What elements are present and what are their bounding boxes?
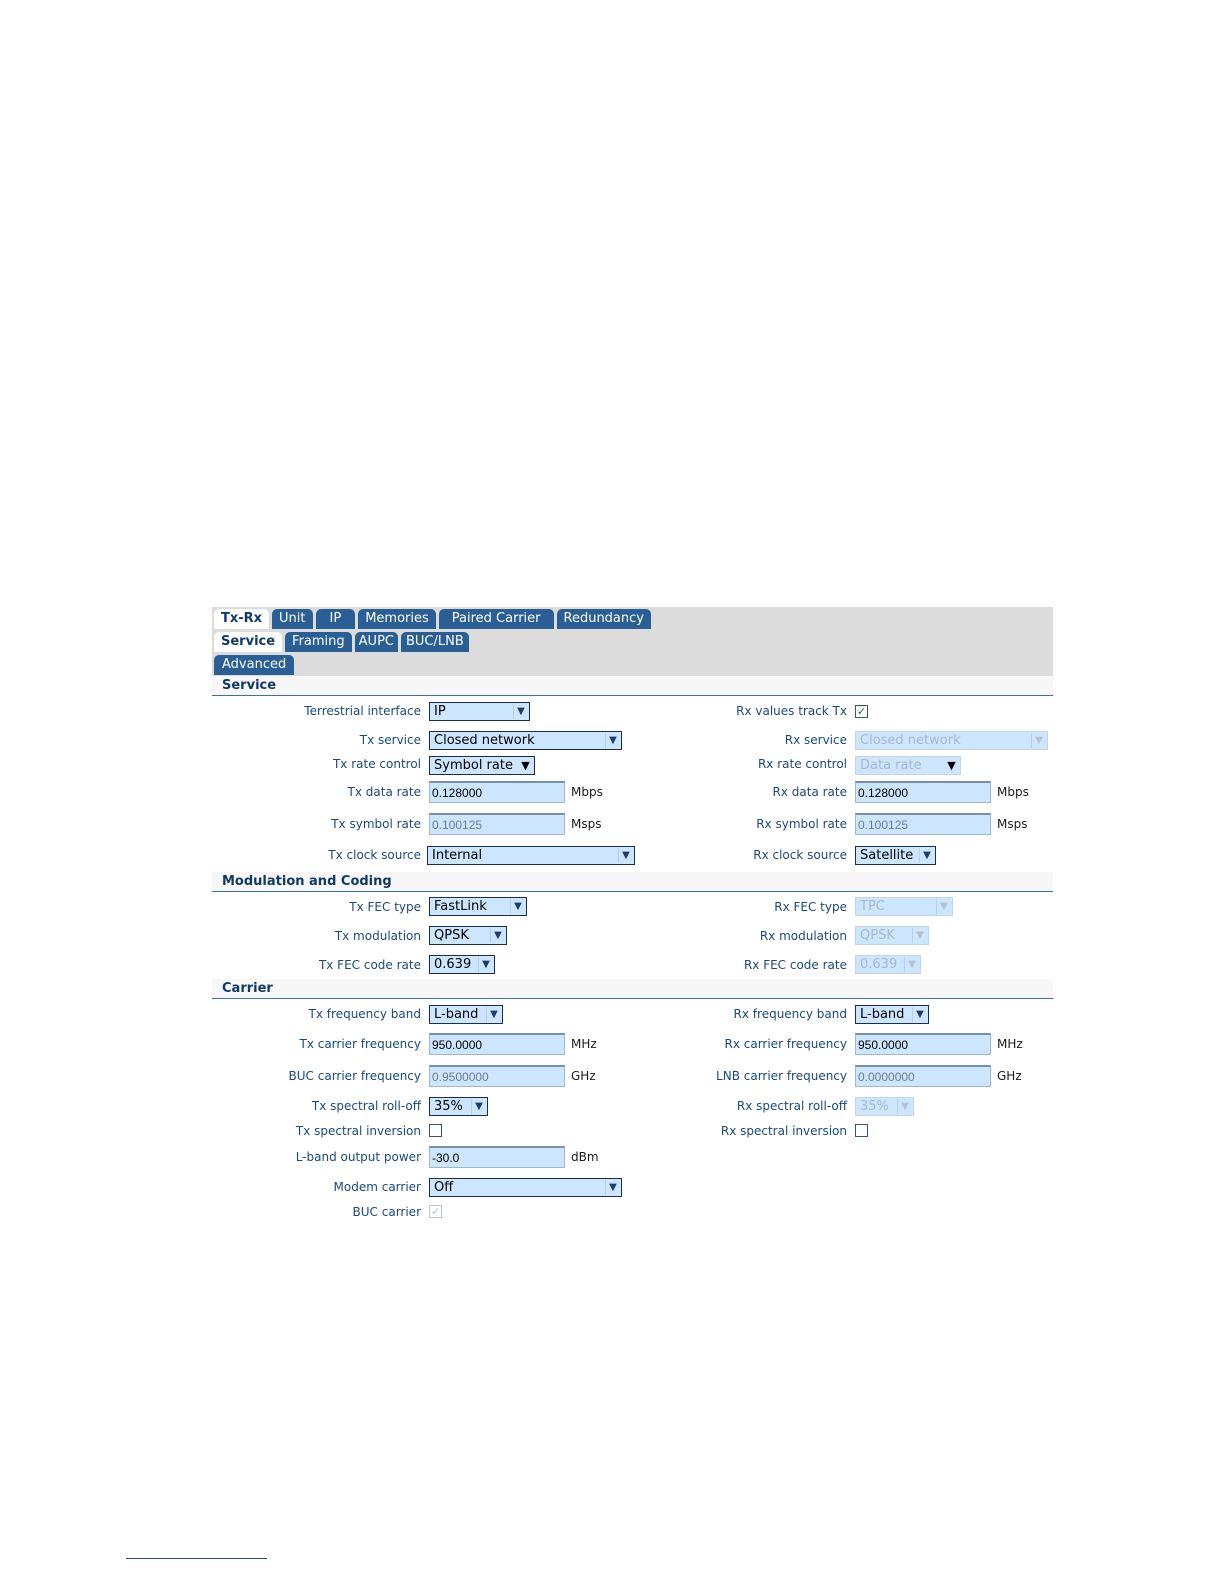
tab-bar <box>212 607 1053 676</box>
check-icon: ✓ <box>430 1205 441 1218</box>
select-value: IP <box>434 704 446 719</box>
row-carrier-frequency <box>212 1028 1053 1061</box>
tx-fec-type-label: Tx FEC type <box>349 900 421 914</box>
select-value: 0.639 <box>434 957 472 972</box>
tx-clock-source-label: Tx clock source <box>328 848 421 862</box>
rx-track-checkbox[interactable] <box>855 705 868 718</box>
check-icon: ✓ <box>856 705 867 718</box>
select-value: L-band <box>434 1007 479 1022</box>
rx-fec-code-rate-select <box>855 955 921 974</box>
chevron-down-icon: ▼ <box>897 1099 912 1114</box>
tx-carrier-frequency-input[interactable] <box>429 1033 565 1055</box>
tx-fec-code-rate-select[interactable] <box>429 955 495 974</box>
tx-frequency-band-label: Tx frequency band <box>308 1007 421 1021</box>
select-value: 35% <box>434 1099 463 1114</box>
row-spectral-inversion <box>212 1118 1053 1143</box>
chevron-down-icon: ▼ <box>904 957 919 972</box>
tx-modulation-select[interactable] <box>429 926 507 945</box>
lband-output-power-label: L-band output power <box>295 1150 421 1164</box>
rx-spectral-inversion-label: Rx spectral inversion <box>720 1124 847 1138</box>
tx-carrier-frequency-label: Tx carrier frequency <box>299 1037 421 1051</box>
tx-service-label: Tx service <box>359 733 421 747</box>
rx-track-label: Rx values track Tx <box>736 704 847 718</box>
buc-carrier-frequency-label: BUC carrier frequency <box>288 1069 421 1083</box>
tab-framing[interactable]: Framing <box>285 632 352 652</box>
tx-symbol-rate-input <box>429 813 565 835</box>
tx-spectral-inversion-checkbox[interactable] <box>429 1124 442 1137</box>
tx-data-rate-input[interactable] <box>429 781 565 803</box>
rx-data-rate-label: Rx data rate <box>772 785 847 799</box>
tab-paired-carrier[interactable]: Paired Carrier <box>439 609 554 629</box>
tx-symbol-rate-label: Tx symbol rate <box>331 817 421 831</box>
row-data-rate <box>212 779 1053 811</box>
select-value: L-band <box>860 1007 905 1022</box>
chevron-down-icon: ▼ <box>486 1007 501 1022</box>
lband-output-power-input[interactable] <box>429 1146 565 1168</box>
rx-data-rate-input[interactable] <box>855 781 991 803</box>
tx-rate-control-select[interactable] <box>429 756 535 775</box>
tx-data-rate-label: Tx data rate <box>347 785 421 799</box>
terrestrial-interface-label: Terrestrial interface <box>304 704 421 718</box>
section-title: Service <box>222 678 277 693</box>
rx-fec-type-label: Rx FEC type <box>774 900 847 914</box>
tab-ip[interactable]: IP <box>316 609 356 629</box>
rx-service-label: Rx service <box>784 733 847 747</box>
select-value: TPC <box>860 899 885 914</box>
tx-fec-type-select[interactable] <box>429 897 527 916</box>
select-value: Satellite <box>860 848 914 863</box>
select-value: FastLink <box>434 899 487 914</box>
select-value: QPSK <box>434 928 469 943</box>
select-value: Data rate <box>860 758 922 773</box>
row-modulation <box>212 921 1053 950</box>
row-spectral-rolloff <box>212 1092 1053 1118</box>
tab-service[interactable]: Service <box>214 632 282 652</box>
tab-advanced[interactable]: Advanced <box>214 655 294 675</box>
modem-carrier-label: Modem carrier <box>333 1180 421 1194</box>
lnb-carrier-frequency-unit: GHz <box>997 1069 1022 1083</box>
rx-fec-type-select <box>855 897 953 916</box>
terrestrial-interface-select[interactable] <box>429 702 530 721</box>
modem-carrier-select[interactable] <box>429 1178 622 1197</box>
tx-data-rate-unit: Mbps <box>571 785 603 799</box>
chevron-down-icon: ▼ <box>605 1180 620 1195</box>
tx-spectral-rolloff-label: Tx spectral roll-off <box>311 1099 421 1113</box>
tab-tx-rx[interactable]: Tx-Rx <box>214 609 269 629</box>
row-modem-carrier <box>212 1175 1053 1200</box>
tx-service-select[interactable] <box>429 731 622 750</box>
chevron-down-icon: ▼ <box>618 848 633 863</box>
rx-service-select <box>855 731 1048 750</box>
tx-frequency-band-select[interactable] <box>429 1005 503 1024</box>
chevron-down-icon: ▼ <box>471 1099 486 1114</box>
buc-carrier-checkbox <box>429 1205 442 1218</box>
select-value: 35% <box>860 1099 889 1114</box>
lnb-carrier-frequency-label: LNB carrier frequency <box>716 1069 847 1083</box>
rx-fec-code-rate-label: Rx FEC code rate <box>743 958 847 972</box>
row-clock-source <box>212 843 1053 872</box>
rx-rate-control-label: Rx rate control <box>757 757 847 771</box>
tab-buc-lnb[interactable]: BUC/LNB <box>401 632 469 652</box>
tab-memories[interactable]: Memories <box>358 609 436 629</box>
select-value: Internal <box>432 848 483 863</box>
rx-symbol-rate-input <box>855 813 991 835</box>
rx-rate-control-select <box>855 756 961 775</box>
row-service <box>212 725 1053 752</box>
footnote-separator <box>126 1558 267 1559</box>
chevron-down-icon: ▼ <box>513 704 528 719</box>
rx-carrier-frequency-label: Rx carrier frequency <box>724 1037 847 1051</box>
select-value: 0.639 <box>860 957 898 972</box>
buc-carrier-frequency-unit: GHz <box>571 1069 596 1083</box>
tx-clock-source-select[interactable] <box>427 846 635 865</box>
buc-carrier-label: BUC carrier <box>352 1205 421 1219</box>
rx-spectral-inversion-checkbox[interactable] <box>855 1124 868 1137</box>
rx-spectral-rolloff-select <box>855 1097 914 1116</box>
tx-carrier-frequency-unit: MHz <box>571 1037 597 1051</box>
row-symbol-rate <box>212 811 1053 843</box>
rx-carrier-frequency-unit: MHz <box>997 1037 1023 1051</box>
chevron-down-icon: ▼ <box>510 899 525 914</box>
row-fec-type <box>212 892 1053 921</box>
chevron-down-icon: ▼ <box>912 928 927 943</box>
section-service-header <box>212 676 1053 696</box>
chevron-down-icon: ▼ <box>1031 733 1046 748</box>
row-lband-output-power <box>212 1143 1053 1175</box>
select-value: Closed network <box>434 733 535 748</box>
rx-frequency-band-label: Rx frequency band <box>733 1007 847 1021</box>
row-rate-control <box>212 752 1053 779</box>
row-buc-carrier <box>212 1200 1053 1225</box>
row-terrestrial-interface <box>212 696 1053 725</box>
select-value: Off <box>434 1180 454 1195</box>
rx-modulation-select <box>855 926 929 945</box>
chevron-down-icon: ▼ <box>936 899 951 914</box>
rx-clock-source-select[interactable] <box>855 846 936 865</box>
chevron-down-icon: ▼ <box>490 928 505 943</box>
lband-output-power-unit: dBm <box>571 1150 599 1164</box>
caret-down-icon: ▼ <box>944 758 959 773</box>
rx-frequency-band-select[interactable] <box>855 1005 929 1024</box>
tx-modulation-label: Tx modulation <box>334 929 421 943</box>
tab-row-main <box>214 609 651 629</box>
row-buc-lnb-frequency <box>212 1061 1053 1092</box>
settings-panel <box>212 607 1053 1227</box>
row-frequency-band <box>212 999 1053 1028</box>
section-title: Carrier <box>222 981 273 996</box>
chevron-down-icon: ▼ <box>478 957 493 972</box>
rx-data-rate-unit: Mbps <box>997 785 1029 799</box>
row-fec-code-rate <box>212 950 1053 979</box>
rx-carrier-frequency-input[interactable] <box>855 1033 991 1055</box>
select-value: Closed network <box>860 733 961 748</box>
tab-aupc[interactable]: AUPC <box>355 632 398 652</box>
tab-redundancy[interactable]: Redundancy <box>557 609 651 629</box>
section-modulation-header <box>212 872 1053 892</box>
rx-clock-source-label: Rx clock source <box>753 848 847 862</box>
select-value: QPSK <box>860 928 895 943</box>
select-value: Symbol rate <box>434 758 513 773</box>
rx-spectral-rolloff-label: Rx spectral roll-off <box>736 1099 847 1113</box>
chevron-down-icon: ▼ <box>919 848 934 863</box>
tab-row-advanced <box>214 655 294 675</box>
tx-spectral-inversion-label: Tx spectral inversion <box>295 1124 421 1138</box>
tab-unit[interactable]: Unit <box>272 609 312 629</box>
tx-symbol-rate-unit: Msps <box>571 817 602 831</box>
rx-symbol-rate-unit: Msps <box>997 817 1028 831</box>
section-carrier-header <box>212 979 1053 999</box>
tab-row-sub <box>214 632 469 652</box>
tx-fec-code-rate-label: Tx FEC code rate <box>318 958 421 972</box>
chevron-down-icon: ▼ <box>912 1007 927 1022</box>
rx-modulation-label: Rx modulation <box>759 929 847 943</box>
tx-spectral-rolloff-select[interactable] <box>429 1097 488 1116</box>
chevron-down-icon: ▼ <box>605 733 620 748</box>
lnb-carrier-frequency-input <box>855 1065 991 1087</box>
section-title: Modulation and Coding <box>222 874 392 889</box>
caret-down-icon: ▼ <box>518 758 533 773</box>
buc-carrier-frequency-input <box>429 1065 565 1087</box>
rx-symbol-rate-label: Rx symbol rate <box>756 817 847 831</box>
tx-rate-control-label: Tx rate control <box>332 757 421 771</box>
